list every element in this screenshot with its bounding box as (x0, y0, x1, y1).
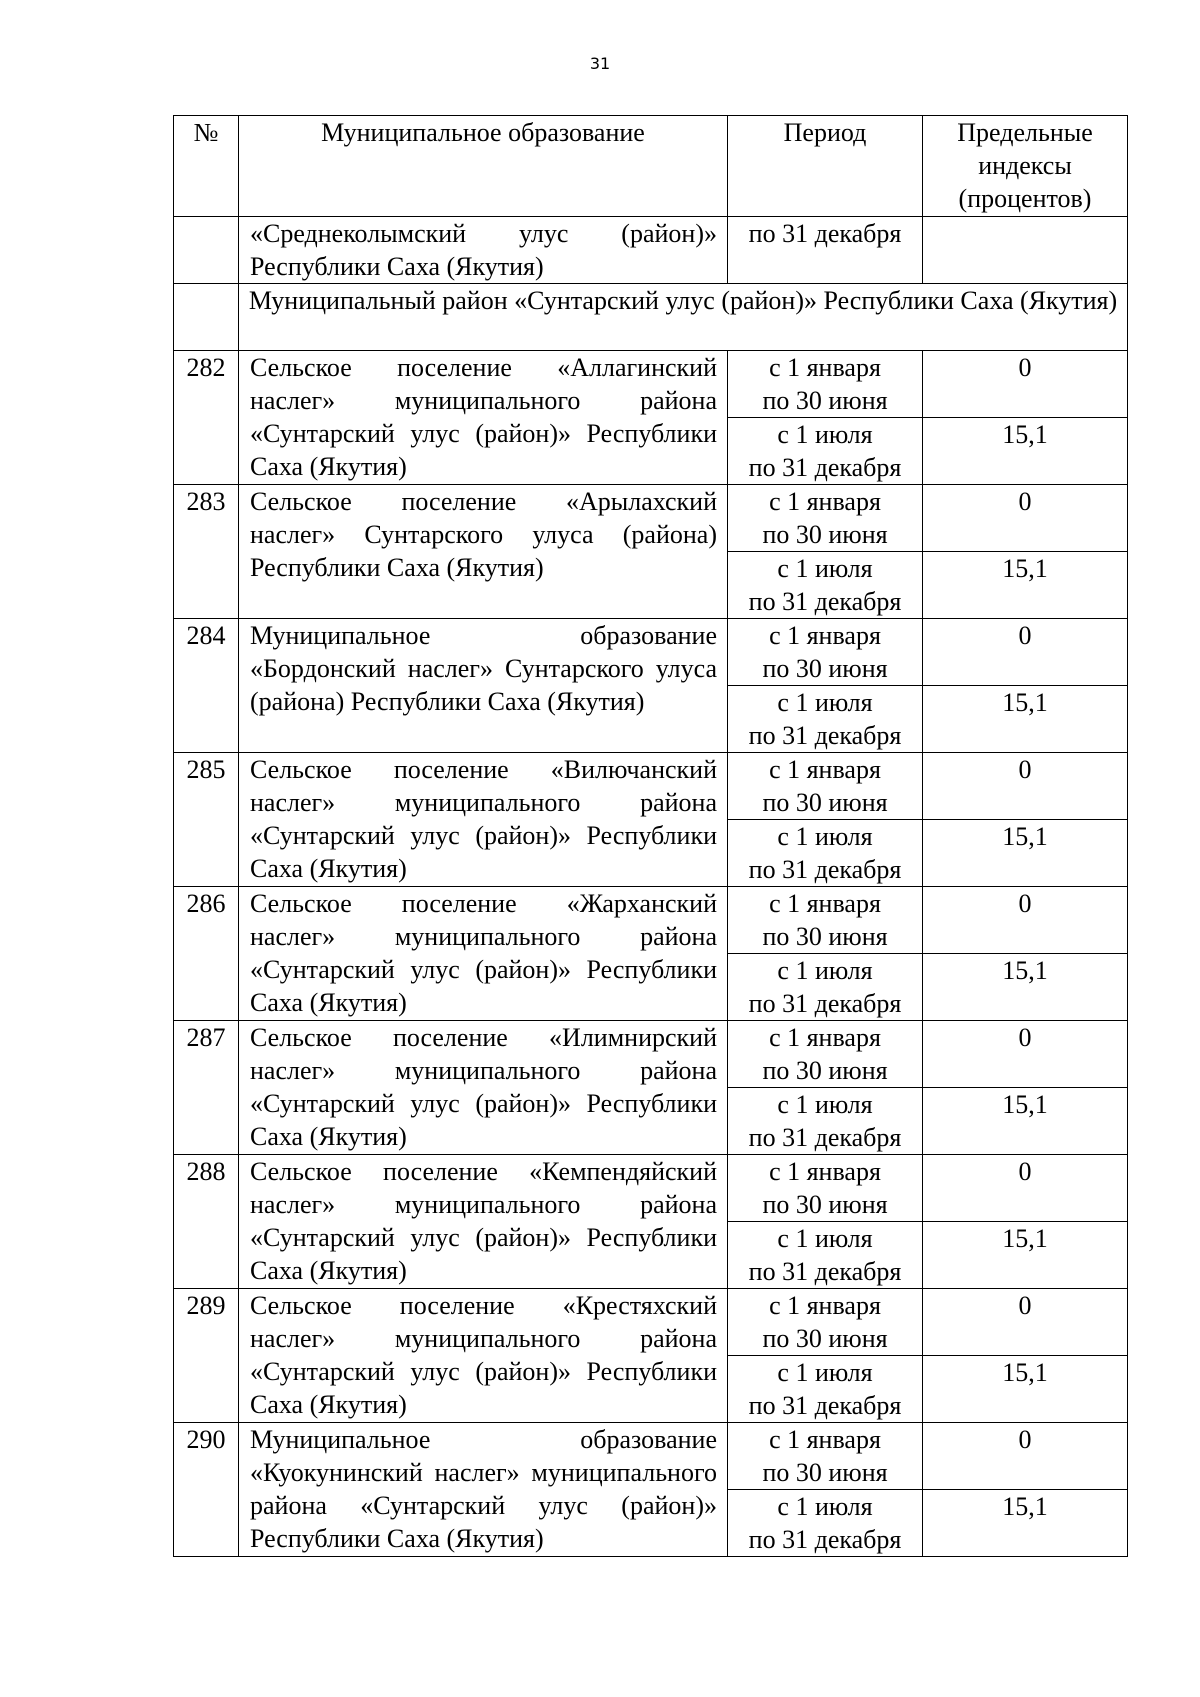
index-first-half: 0 (923, 619, 1128, 686)
municipality-name: Сельское поселение «Крестяхский наслег» муниципального района «Сунтарский улус (район)» Республики Саха (Якутия) (239, 1289, 728, 1423)
index-first-half: 0 (923, 1021, 1128, 1088)
index-second-half: 15,1 (923, 1088, 1128, 1155)
period-first-half: с 1 января по 30 июня (728, 1289, 923, 1356)
index-first-half: 0 (923, 351, 1128, 418)
table-row (174, 1155, 1128, 1222)
index-second-half: 15,1 (923, 418, 1128, 485)
period-second-half: с 1 июля по 31 декабря (728, 820, 923, 887)
index-first-half: 0 (923, 753, 1128, 820)
period-first-half: с 1 января по 30 июня (728, 1021, 923, 1088)
table-row (174, 1289, 1128, 1356)
continuation-name: «Среднеколымский улус (район)» Республики Саха (Якутия) (239, 217, 728, 284)
index-first-half: 0 (923, 485, 1128, 552)
municipality-name: Муниципальное образование «Бордонский наслег» Сунтарского улуса (района) Республики Саха (Якутия) (239, 619, 728, 753)
table-header-row (174, 116, 1128, 217)
municipality-name: Сельское поселение «Жарханский наслег» муниципального района «Сунтарский улус (район)» Республики Саха (Якутия) (239, 887, 728, 1021)
table-row (174, 351, 1128, 418)
row-number: 290 (174, 1423, 239, 1557)
municipality-name: Сельское поселение «Аллагинский наслег» муниципального района «Сунтарский улус (район)» Республики Саха (Якутия) (239, 351, 728, 485)
row-number: 288 (174, 1155, 239, 1289)
period-first-half: с 1 января по 30 июня (728, 887, 923, 954)
row-number: 289 (174, 1289, 239, 1423)
row-number: 284 (174, 619, 239, 753)
period-first-half: с 1 января по 30 июня (728, 351, 923, 418)
district-heading: Муниципальный район «Сунтарский улус (район)» Республики Саха (Якутия) (239, 284, 1128, 351)
index-first-half: 0 (923, 1423, 1128, 1490)
period-second-half: с 1 июля по 31 декабря (728, 552, 923, 619)
header-period: Период (728, 116, 923, 217)
continuation-row (174, 217, 1128, 284)
municipality-name: Муниципальное образование «Куокунинский наслег» муниципального района «Сунтарский улус (район)» Республики Саха (Якутия) (239, 1423, 728, 1557)
district-num (174, 284, 239, 351)
table-row (174, 485, 1128, 552)
row-number: 286 (174, 887, 239, 1021)
period-first-half: с 1 января по 30 июня (728, 1423, 923, 1490)
period-second-half: с 1 июля по 31 декабря (728, 1490, 923, 1557)
period-second-half: с 1 июля по 31 декабря (728, 686, 923, 753)
row-number: 285 (174, 753, 239, 887)
limit-index-table (173, 115, 1128, 1557)
index-first-half: 0 (923, 887, 1128, 954)
period-second-half: с 1 июля по 31 декабря (728, 1356, 923, 1423)
table-row (174, 887, 1128, 954)
row-number: 282 (174, 351, 239, 485)
table-row (174, 753, 1128, 820)
index-second-half: 15,1 (923, 1490, 1128, 1557)
period-second-half: с 1 июля по 31 декабря (728, 1222, 923, 1289)
municipality-name: Сельское поселение «Кемпендяйский наслег» муниципального района «Сунтарский улус (район)» Республики Саха (Якутия) (239, 1155, 728, 1289)
table-row (174, 1021, 1128, 1088)
index-second-half: 15,1 (923, 954, 1128, 1021)
continuation-period: по 31 декабря (728, 217, 923, 284)
page-number: 31 (589, 54, 611, 73)
period-second-half: с 1 июля по 31 декабря (728, 954, 923, 1021)
header-municipality: Муниципальное образование (239, 116, 728, 217)
row-number: 283 (174, 485, 239, 619)
header-num: № (174, 116, 239, 217)
period-first-half: с 1 января по 30 июня (728, 753, 923, 820)
table-row (174, 1423, 1128, 1490)
district-heading-row (174, 284, 1128, 351)
row-number: 287 (174, 1021, 239, 1155)
index-second-half: 15,1 (923, 820, 1128, 887)
continuation-num (174, 217, 239, 284)
header-limit-index: Предельные индексы (процентов) (923, 116, 1128, 217)
period-first-half: с 1 января по 30 июня (728, 485, 923, 552)
period-second-half: с 1 июля по 31 декабря (728, 418, 923, 485)
index-first-half: 0 (923, 1155, 1128, 1222)
municipality-name: Сельское поселение «Вилючанский наслег» муниципального района «Сунтарский улус (район)» Республики Саха (Якутия) (239, 753, 728, 887)
period-first-half: с 1 января по 30 июня (728, 1155, 923, 1222)
municipality-name: Сельское поселение «Илимнирский наслег» муниципального района «Сунтарский улус (район)» Республики Саха (Якутия) (239, 1021, 728, 1155)
index-second-half: 15,1 (923, 1356, 1128, 1423)
index-first-half: 0 (923, 1289, 1128, 1356)
table-row (174, 619, 1128, 686)
index-second-half: 15,1 (923, 552, 1128, 619)
index-second-half: 15,1 (923, 1222, 1128, 1289)
municipality-name: Сельское поселение «Арылахский наслег» Сунтарского улуса (района) Республики Саха (Якутия) (239, 485, 728, 619)
continuation-index (923, 217, 1128, 284)
period-first-half: с 1 января по 30 июня (728, 619, 923, 686)
period-second-half: с 1 июля по 31 декабря (728, 1088, 923, 1155)
index-second-half: 15,1 (923, 686, 1128, 753)
